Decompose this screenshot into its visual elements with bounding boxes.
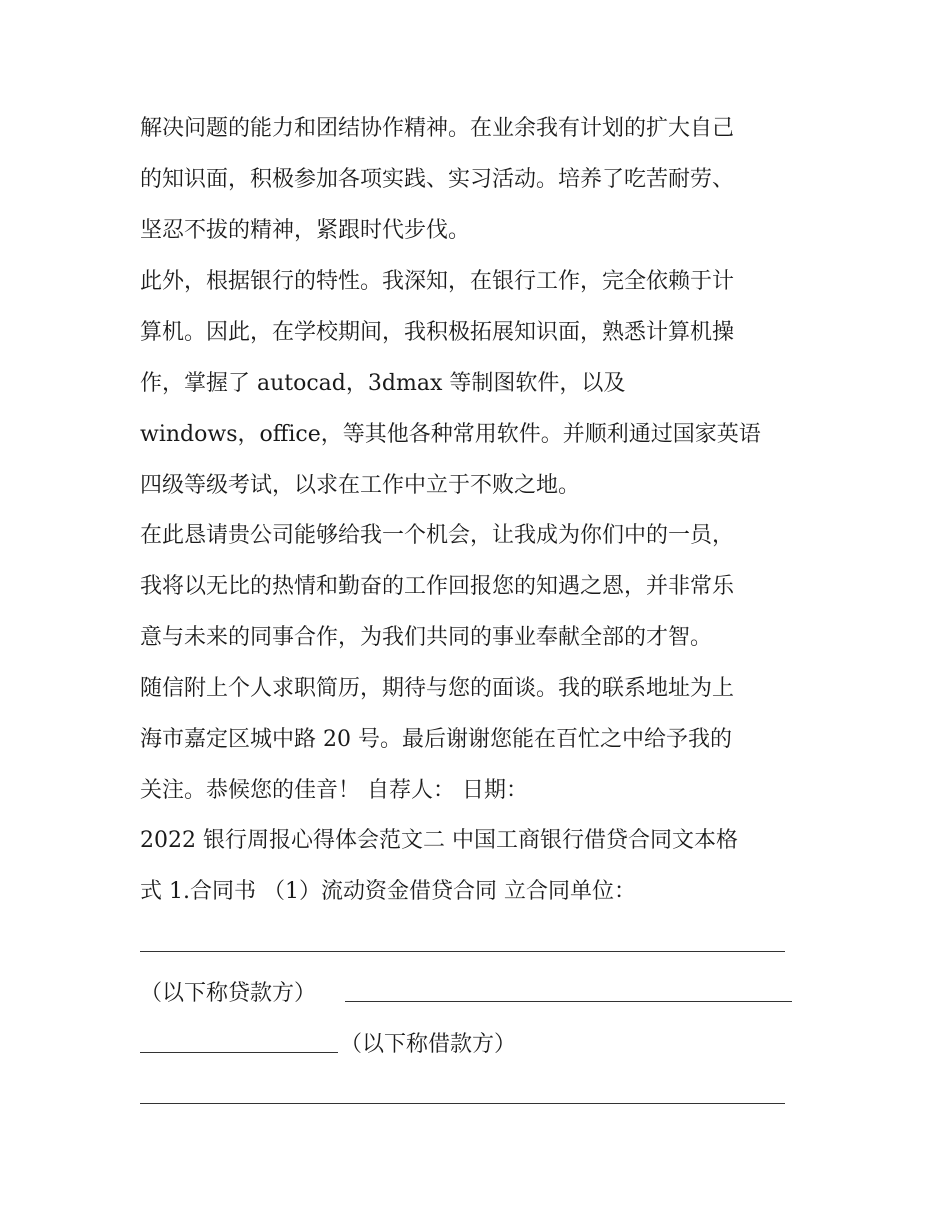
blank-underline-unit bbox=[140, 951, 785, 952]
text-line-1: 解决问题的能力和团结协作精神。在业余我有计划的扩大自己 bbox=[140, 116, 735, 141]
text-line-8: 四级等级考试，以求在工作中立于不败之地。 bbox=[140, 473, 581, 498]
text-line-16: 式 1.合同书 （1）流动资金借贷合同 立合同单位： bbox=[140, 879, 636, 904]
text-line-3: 坚忍不拔的精神，紧跟时代步伐。 bbox=[140, 218, 471, 243]
text-line-2: 的知识面，积极参加各项实践、实习活动。培养了吃苦耐劳、 bbox=[140, 167, 735, 192]
text-line-15: 2022 银行周报心得体会范文二 中国工商银行借贷合同文本格 bbox=[140, 828, 738, 853]
text-line-4: 此外，根据银行的特性。我深知，在银行工作，完全依赖于计 bbox=[140, 269, 735, 294]
text-line-7: windows，office，等其他各种常用软件。并顺利通过国家英语 bbox=[140, 422, 761, 447]
blank-underline-borrower bbox=[140, 1052, 338, 1053]
borrower-label: （以下称借款方） bbox=[340, 1032, 517, 1057]
text-line-10: 我将以无比的热情和勤奋的工作回报您的知遇之恩，并非常乐 bbox=[140, 574, 735, 599]
text-line-11: 意与未来的同事合作，为我们共同的事业奉献全部的才智。 bbox=[140, 625, 713, 650]
text-line-14: 关注。恭候您的佳音！ 自荐人： 日期： bbox=[140, 778, 528, 803]
text-line-5: 算机。因此，在学校期间，我积极拓展知识面，熟悉计算机操 bbox=[140, 320, 735, 345]
text-line-12: 随信附上个人求职简历，期待与您的面谈。我的联系地址为上 bbox=[140, 676, 735, 701]
blank-underline-final bbox=[140, 1103, 785, 1104]
text-line-6: 作，掌握了 autocad，3dmax 等制图软件，以及 bbox=[140, 371, 626, 396]
lender-label: （以下称贷款方） bbox=[140, 981, 317, 1006]
text-line-13: 海市嘉定区城中路 20 号。最后谢谢您能在百忙之中给予我的 bbox=[140, 727, 732, 752]
blank-underline-lender bbox=[345, 1001, 792, 1002]
text-line-9: 在此恳请贵公司能够给我一个机会，让我成为你们中的一员， bbox=[140, 523, 735, 548]
